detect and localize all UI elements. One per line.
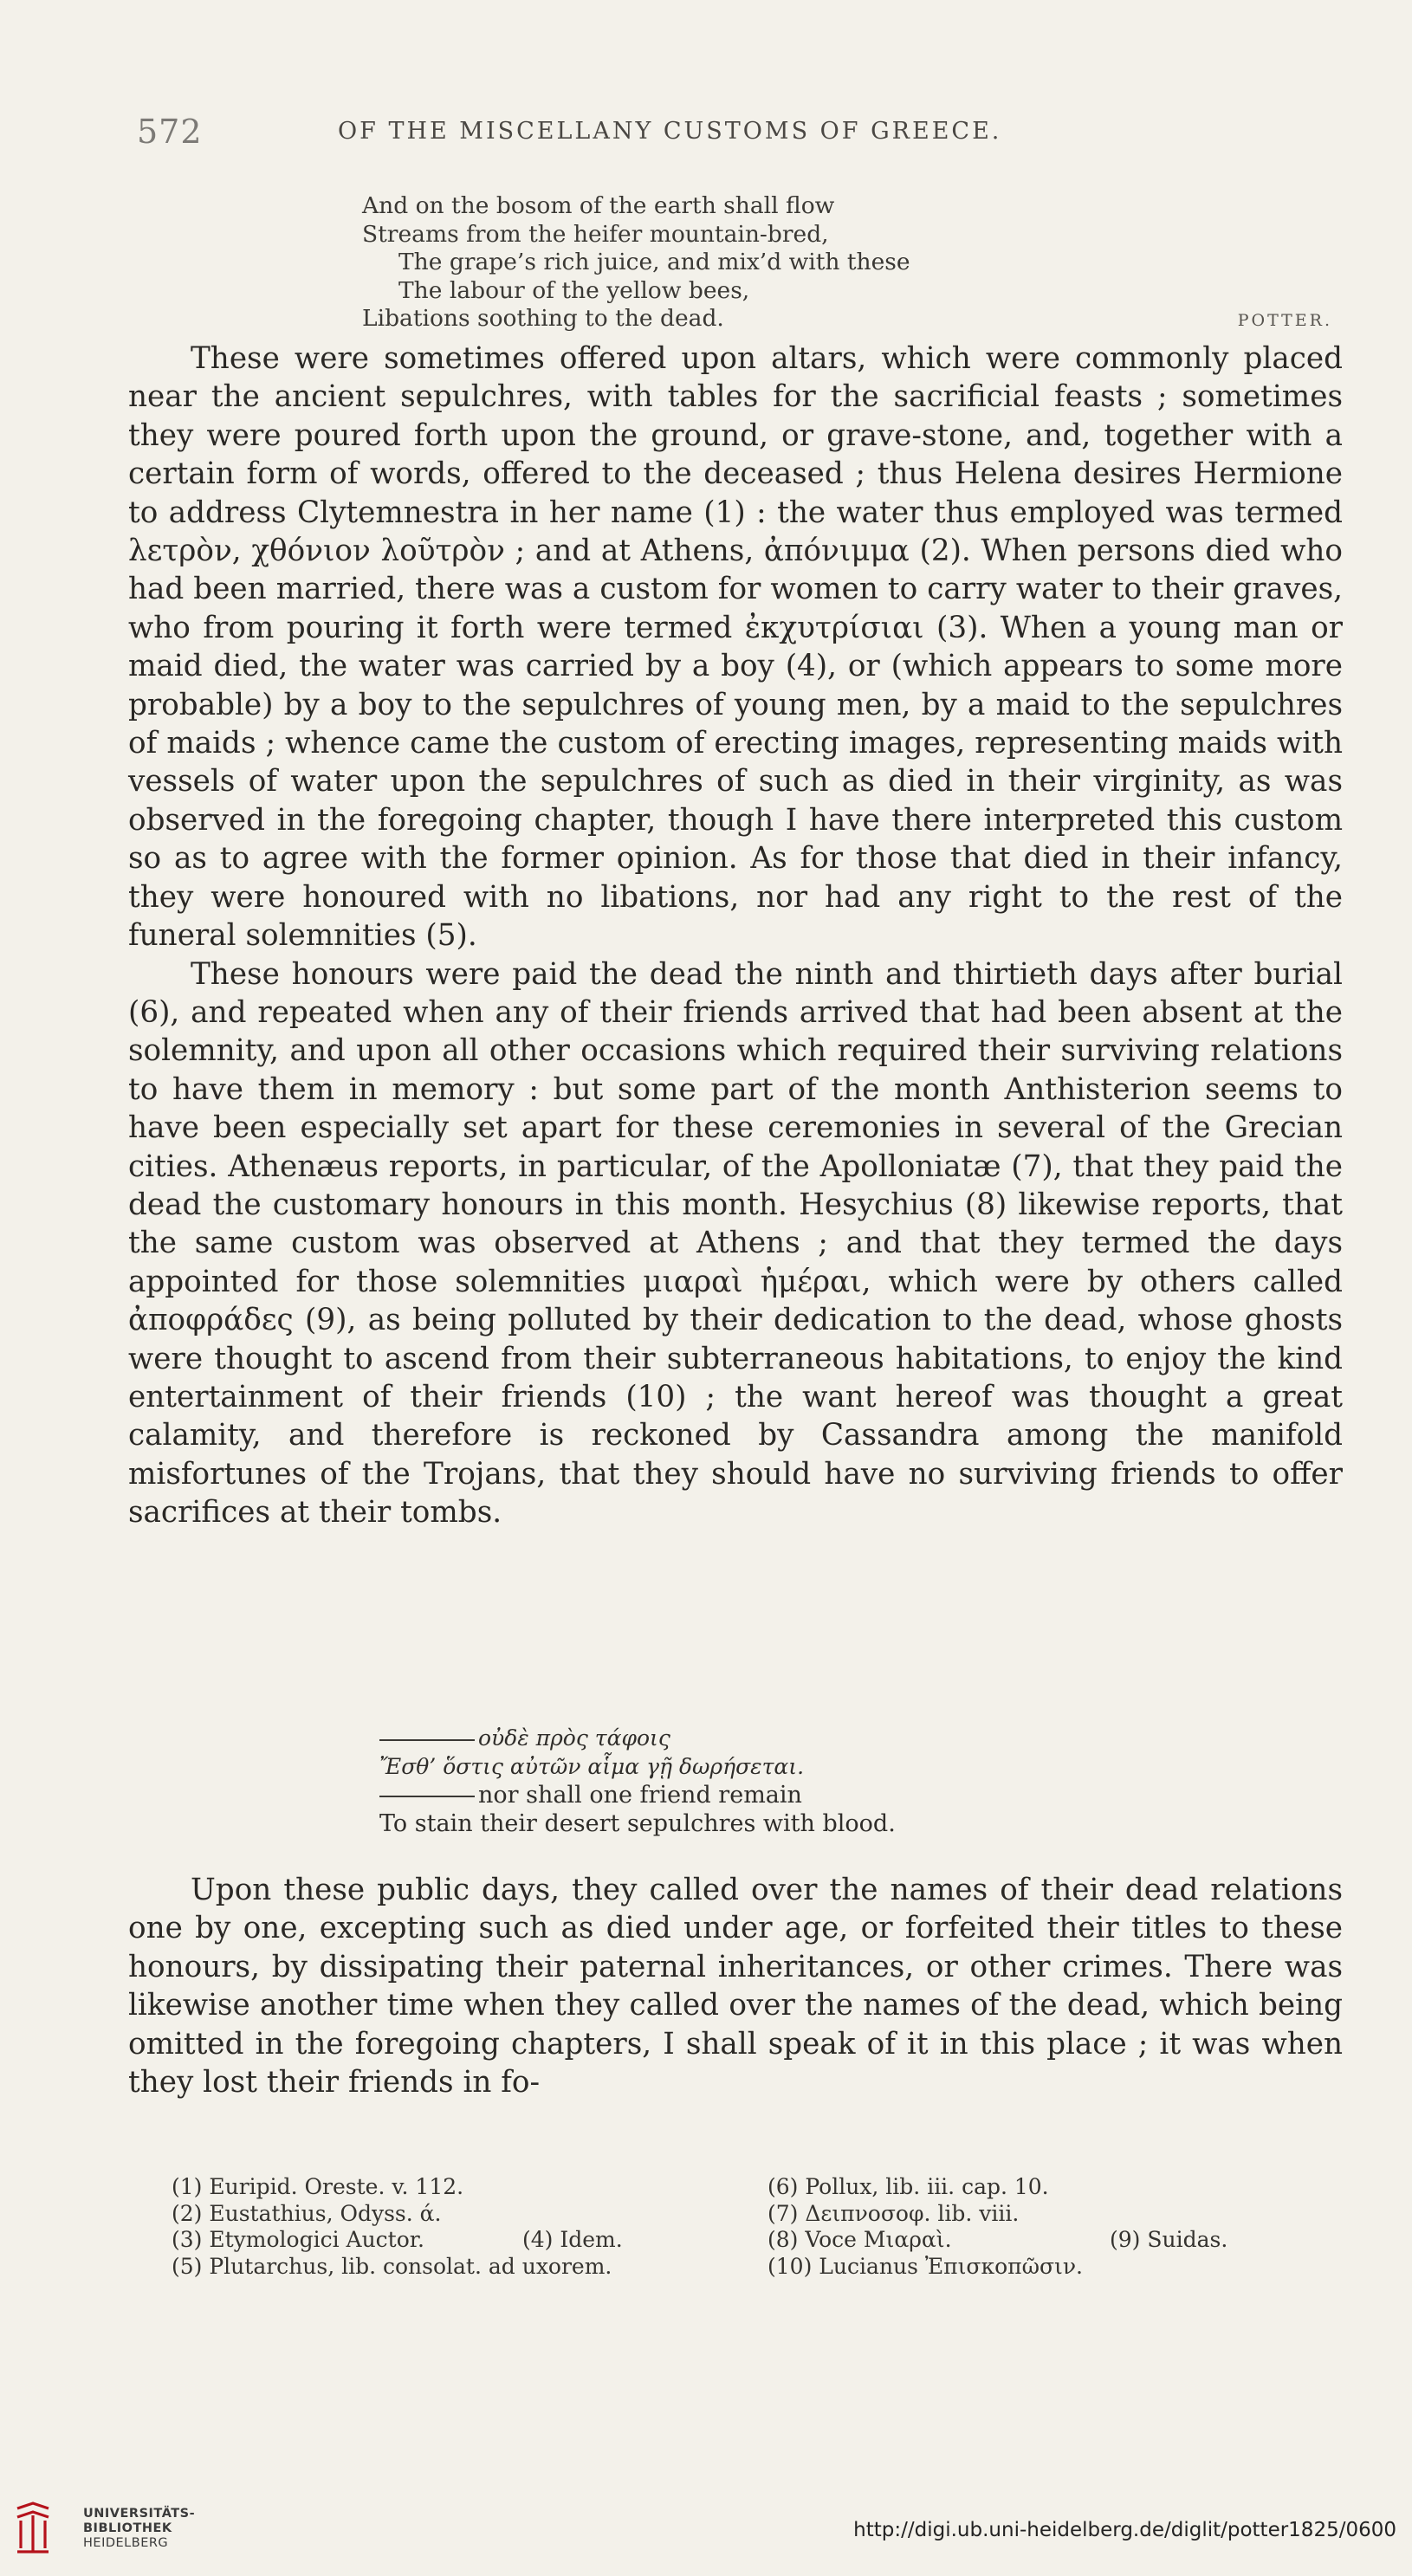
english-quote-text: nor shall one friend remain [478, 1782, 802, 1809]
page-number: 572 [137, 113, 203, 151]
greek-quote-line [379, 1724, 1038, 1752]
verse-line-text: Libations soothing to the dead. [362, 305, 724, 332]
footnote-text: (3) Etymologici Auctor. [172, 2227, 424, 2252]
library-name-line: UNIVERSITÄTS- [83, 2507, 196, 2521]
footnote-text: (8) Voce Μιαραὶ. [768, 2227, 952, 2252]
footnote: (2) Eustathius, Odyss. ά. [172, 2200, 442, 2226]
running-head: OF THE MISCELLANY CUSTOMS OF GREECE. [338, 118, 1002, 145]
verse-line: The labour of the yellow bees, [398, 276, 750, 304]
paragraph: Upon these public days, they called over the names of their dead relations one by one, excepting such as died under age, or forfeited their titles to these honours, by dissipating their paternal inheritances, or other crimes. There was likewise another time when they called over the names of the dead, which being omitted in the foregoing chapters, I shall speak of it in this place ; it was when they lost their friends in fo- [128, 1873, 1343, 2100]
verse-line [362, 305, 1350, 333]
footnotes-right-column [768, 2174, 1253, 2280]
verse-attribution: POTTER. [1237, 311, 1332, 330]
footnotes-left-column [172, 2174, 657, 2280]
english-quote-line: To stain their desert sepulchres with blood. [379, 1810, 896, 1837]
verse-line: The grape’s rich juice, and mix’d with these [398, 249, 910, 275]
footnote: (10) Lucianus Ἐπισκοπῶσιν. [768, 2253, 1083, 2279]
paragraph: These honours were paid the dead the ninth and thirtieth days after burial (6), and repeated when any of their friends arrived that had been absent at the solemnity, and upon all other occasions which required their surviving relations to have them in memory : but some part of the month Anthisterion seems to have been especially set apart for these ceremonies in several of the Grecian cities. Athenæus reports, in particular, of the Apolloniatæ (7), that they paid the dead the customary honours in this month. Hesychius (8) likewise reports, that the same custom was observed at Athens ; and that they termed the days appointed for those solemnities μιαραὶ ἡμέραι, which were by others called ἀποφράδες (9), as being polluted by their dedication to the dead, whose ghosts were thought to ascend from their subterraneous habitations, to enjoy the kind entertainment of their friends (10) ; the want hereof was thought a great calamity, and therefore is reckoned by Cassandra among the manifold misfortunes of the Trojans, that they should have no surviving friends to offer sacrifices at their tombs. [128, 956, 1343, 1531]
footnote-text: (9) Suidas. [1110, 2227, 1228, 2252]
footer [0, 2502, 1412, 2576]
quote-dash [379, 1796, 475, 1797]
verse-line: Streams from the heifer mountain-bred, [362, 220, 829, 248]
footnote [768, 2227, 1253, 2254]
library-name-line: HEIDELBERG [83, 2536, 169, 2550]
footnote: (5) Plutarchus, lib. consolat. ad uxorem. [172, 2253, 612, 2279]
footnote [172, 2227, 657, 2254]
verse-line: And on the bosom of the earth shall flow [362, 192, 835, 219]
cassandra-quotation [379, 1724, 1038, 1838]
paragraph: These were sometimes offered upon altars, which were commonly placed near the ancient sepulchres, with tables for the sacrificial feasts ; sometimes they were poured forth upon the ground, or grave-stone, and, together with a certain form of words, offered to the deceased ; thus Helena desires Hermione to address Clytemnestra in her name (1) : the water thus employed was termed λετρὸν, χθόνιον λοῦτρὸν ; and at Athens, ἀπόνιμμα (2). When persons died who had been married, there was a custom for women to carry water to their graves, who from pouring it forth were termed ἐκχυτρίσιαι (3). When a young man or maid died, the water was carried by a boy (4), or (which appears to some more probable) by a boy to the sepulchres of young men, by a maid to the sepulchres of maids ; whence came the custom of erecting images, representing maids with vessels of water upon the sepulchres of such as died in their virginity, as was observed in the foregoing chapter, though I have there interpreted this custom so as to agree with the former opinion. As for those that died in their infancy, they were honoured with no libations, nor had any right to the rest of the funeral solemnities (5). [128, 341, 1343, 954]
main-text-continued [128, 1871, 1343, 2101]
page-header [0, 113, 1412, 156]
quote-dash [379, 1739, 475, 1741]
main-text [128, 340, 1343, 1532]
english-quote-line [379, 1781, 1038, 1809]
library-name-line: BIBLIOTHEK [83, 2521, 172, 2535]
footnote: (1) Euripid. Oreste. v. 112. [172, 2174, 464, 2199]
greek-quote-text: οὐδὲ πρὸς τάφοις [478, 1725, 670, 1751]
library-name [83, 2507, 195, 2551]
footnote-text: (4) Idem. [522, 2227, 623, 2252]
greek-quote-line: Ἔσθ’ ὅστις αὐτῶν αἷμα γῇ δωρήσεται. [379, 1754, 805, 1779]
footnote: (7) Δειπνοσοφ. lib. viii. [768, 2200, 1020, 2226]
footnote: (6) Pollux, lib. iii. cap. 10. [768, 2174, 1049, 2199]
source-url-link[interactable]: http://digi.ub.uni-heidelberg.de/diglit/potter1825/0600 [853, 2519, 1396, 2541]
heidelberg-library-logo-icon[interactable] [14, 2502, 52, 2555]
verse-quotation [362, 192, 1350, 333]
